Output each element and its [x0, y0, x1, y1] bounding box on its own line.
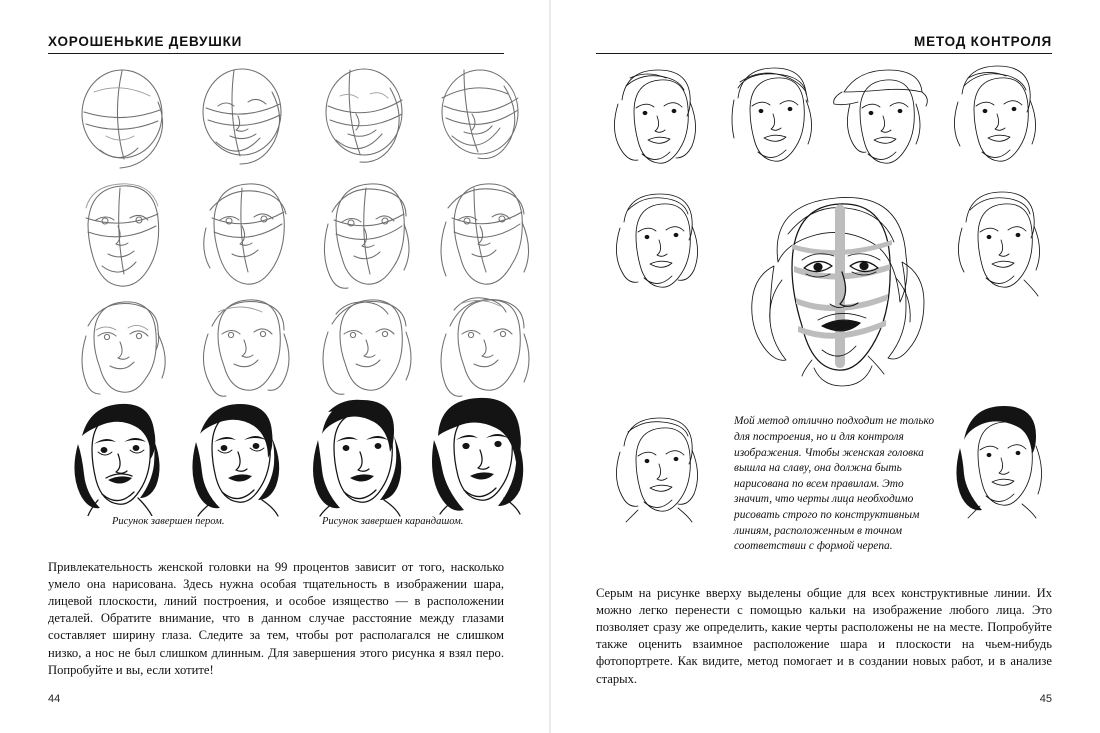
sketch-row1-col2	[186, 62, 304, 172]
sketch-row3-col2	[186, 290, 308, 402]
finished-drawing-3	[298, 392, 416, 518]
sketch-row2-col2	[186, 176, 308, 290]
right-sketch-top-3	[822, 58, 940, 172]
central-portrait-construction	[718, 170, 958, 402]
sketch-row3-col1	[62, 292, 184, 402]
left-page-folio: 44	[48, 693, 61, 705]
right-sketch-bottom-right	[944, 400, 1056, 520]
right-sketch-mid-right	[944, 184, 1056, 298]
finished-drawing-1	[58, 396, 176, 516]
right-sketch-top-4	[938, 58, 1052, 172]
left-page-body: Привлекательность женской головки на 99 процентов зависит от того, насколько умело она нарисована. Здесь нужна особая тщательность в изображении шара, лицевой плоскости, линий построения, и особое изящество — в расположении деталей. Обратите внимание, что в данном случае расстояние между глазами составляет ширину глаза. Следите за тем, чтобы рот располагался не слишком низко, а нос не был слишком длинным. Для завершения этого рисунка я взял перо. Попробуйте и вы, если хотите!	[48, 559, 504, 677]
right-page-folio: 45	[1039, 693, 1052, 705]
right-sketch-mid-left	[600, 186, 712, 298]
caption-pencil: Рисунок завершен карандашом.	[322, 516, 464, 527]
caption-pen: Рисунок завершен пером.	[112, 516, 225, 527]
finished-drawing-4	[418, 392, 536, 518]
right-header-rule	[596, 53, 1052, 54]
sketch-row2-col4	[424, 176, 546, 292]
left-header-rule	[48, 53, 504, 54]
right-sketch-top-1	[596, 60, 714, 172]
right-sketch-top-2	[714, 60, 832, 172]
right-page-body: Серым на рисунке вверху выделены общие для всех конструктивные линии. Их можно легко перенести с помощью кальки на изображение любого лица. Это позволяет сразу же определить, какие черты расположены не на месте. Попробуйте также оценить взаимное расположение шара и плоскости на чьем-нибудь фотопортрете. Как видите, метод помогает и в создании новых работ, и в анализе старых.	[596, 585, 1052, 686]
sketch-row1-col3	[306, 62, 424, 172]
sketch-row2-col1	[62, 178, 184, 290]
sketch-row3-col3	[306, 290, 428, 402]
sketch-row1-col1	[66, 62, 184, 172]
finished-drawing-2	[178, 396, 296, 518]
right-page-header: МЕТОД КОНТРОЛЯ	[914, 34, 1052, 49]
left-page-header: ХОРОШЕНЬКИЕ ДЕВУШКИ	[48, 34, 243, 49]
handwritten-note: Мой метод отлично подходит не только для построения, но и для контроля изображения. Чтобы женская головка вышла на славу, она должна быть нарисована по всем правилам. Это значит, что черты лица необходимо рисовать строго по конструктивным линиям, расположенным в точном соответствии с формой черепа.	[734, 415, 935, 553]
sketch-row2-col3	[306, 176, 428, 292]
right-sketch-bottom-left	[600, 410, 712, 524]
sketch-row1-col4	[424, 62, 542, 172]
spread-gutter	[549, 0, 551, 733]
sketch-row3-col4	[424, 288, 546, 402]
